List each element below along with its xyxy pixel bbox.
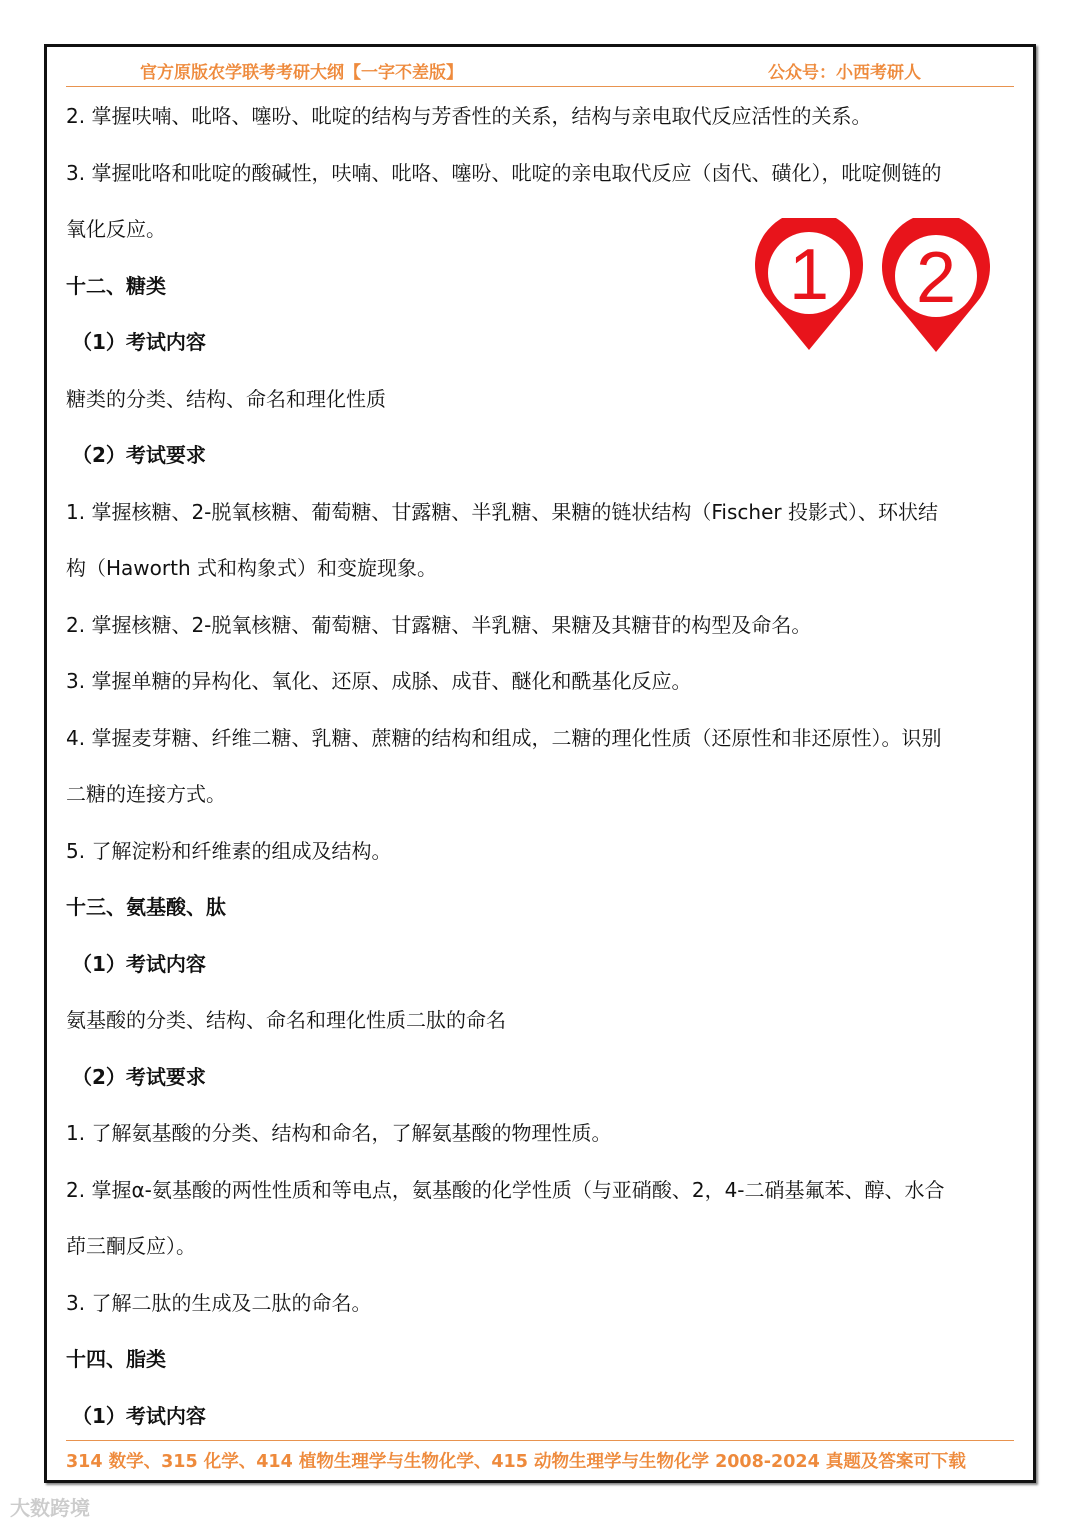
text-line: 氧化反应。	[66, 217, 166, 241]
markers	[754, 218, 994, 358]
marker-label-1: 1	[788, 235, 830, 315]
section-heading: 十三、氨基酸、肽	[66, 895, 226, 919]
section-heading: 十四、脂类	[66, 1347, 166, 1371]
text-line: 1. 了解氨基酸的分类、结构和命名，了解氨基酸的物理性质。	[66, 1121, 612, 1145]
subsection-heading: （1）考试内容	[72, 1403, 206, 1428]
text-line: 氨基酸的分类、结构、命名和理化性质二肽的命名	[66, 1008, 506, 1032]
page-footer: 314 数学、315 化学、414 植物生理学与生物化学、415 动物生理学与生物化学 2008-2024 真题及答案可下载	[66, 1440, 1014, 1473]
header-title: 官方原版农学联考考研大纲【一字不差版】	[140, 63, 463, 83]
subsection-heading: （2）考试要求	[72, 1064, 206, 1089]
text-line: 2. 掌握呋喃、吡咯、噻吩、吡啶的结构与芳香性的关系，结构与亲电取代反应活性的关系。	[66, 104, 872, 128]
section-heading: 十二、糖类	[66, 273, 166, 298]
text-line: 1. 掌握核糖、2-脱氧核糖、葡萄糖、甘露糖、半乳糖、果糖的链状结构（Fischer 投影式）、环状结	[66, 499, 938, 524]
text-line: 糖类的分类、结构、命名和理化性质	[66, 386, 386, 411]
text-line: 5. 了解淀粉和纤维素的组成及结构。	[66, 838, 392, 863]
text-line: 3. 了解二肽的生成及二肽的命名。	[66, 1290, 372, 1315]
page-header	[66, 56, 1014, 87]
subsection-heading: （2）考试要求	[72, 443, 206, 467]
header-account: 公众号：小西考研人	[768, 63, 921, 83]
text-line: 构（Haworth 式和构象式）和变旋现象。	[66, 556, 437, 580]
text-line: 2. 掌握核糖、2-脱氧核糖、葡萄糖、甘露糖、半乳糖、果糖及其糖苷的构型及命名。	[66, 612, 812, 637]
subsection-heading: （1）考试内容	[72, 951, 206, 976]
text-line: 2. 掌握α-氨基酸的两性性质和等电点，氨基酸的化学性质（与亚硝酸、2，4-二硝基氟苯、醇、水合	[66, 1177, 945, 1202]
text-line: 茚三酮反应）。	[66, 1234, 196, 1258]
text-line: 3. 掌握吡咯和吡啶的酸碱性，呋喃、吡咯、噻吩、吡啶的亲电取代反应（卤代、磺化），吡啶侧链的	[66, 160, 942, 185]
marker-label-2: 2	[915, 238, 957, 318]
watermark: 大数跨境	[10, 1496, 90, 1520]
subsection-heading: （1）考试内容	[72, 330, 206, 354]
text-line: 二糖的连接方式。	[66, 782, 226, 806]
marker-pin-2	[882, 218, 990, 352]
text-line: 3. 掌握单糖的异构化、氧化、还原、成脎、成苷、醚化和酰基化反应。	[66, 669, 692, 693]
marker-pin-1	[755, 218, 863, 350]
text-line: 4. 掌握麦芽糖、纤维二糖、乳糖、蔗糖的结构和组成，二糖的理化性质（还原性和非还原性）。识别	[66, 725, 942, 750]
